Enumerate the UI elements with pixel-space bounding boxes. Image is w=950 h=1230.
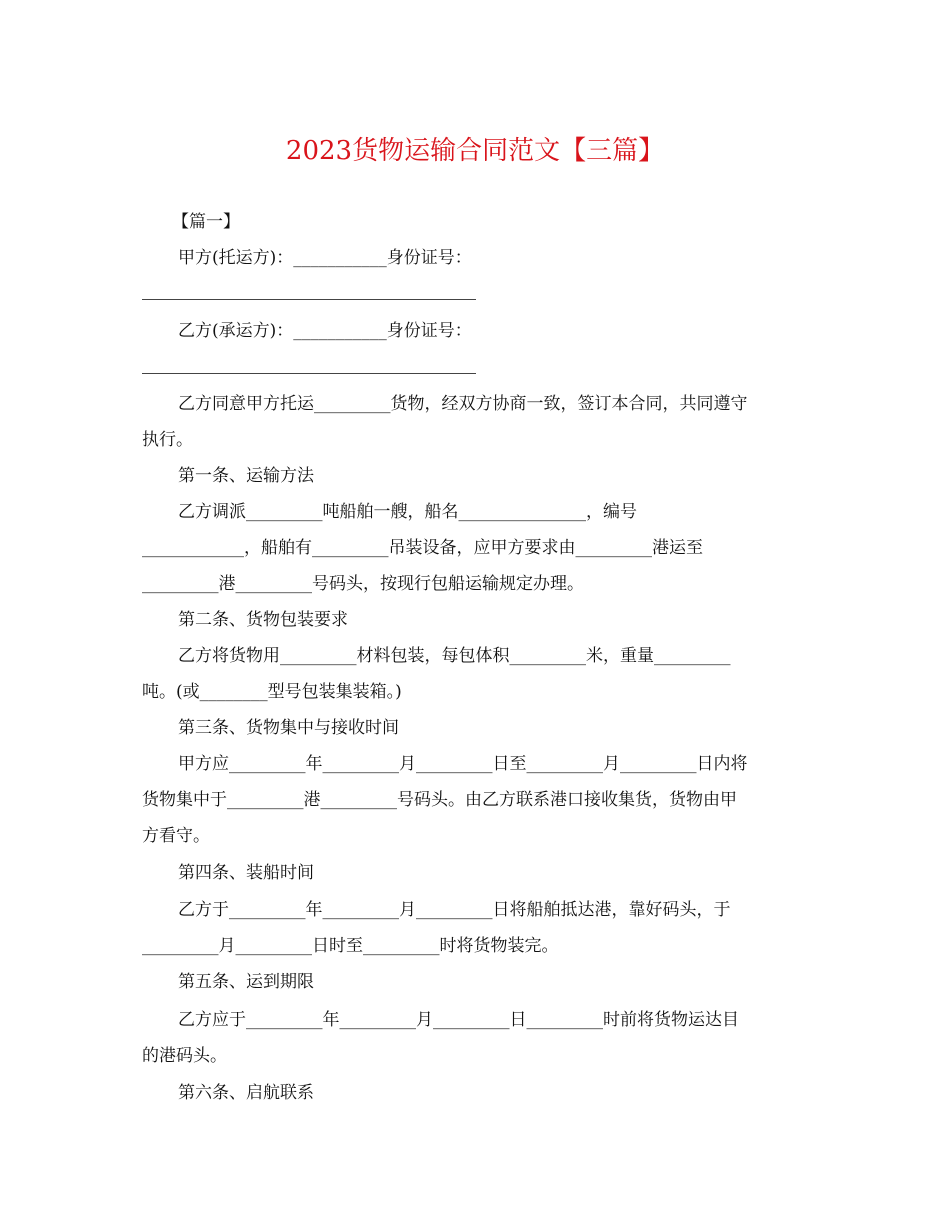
party-b-line: 乙方(承运方)：___________身份证号： [178, 321, 472, 341]
article-2-line-1: 乙方将货物用_________材料包装，每包体积_________米，重量_________ [178, 646, 731, 666]
article-3-line-3: 方看守。 [142, 826, 210, 846]
article-4-line-2: _________月_________日时至_________时将货物装完。 [142, 936, 559, 956]
article-1-line-3: _________港_________号码头，按现行包船运输规定办理。 [142, 574, 584, 594]
document-title: 2023货物运输合同范文【三篇】 [285, 136, 665, 166]
article-3-heading: 第三条、货物集中与接收时间 [178, 718, 399, 738]
article-5-line-1: 乙方应于_________年_________月_________日_________时前将货物运达目 [178, 1010, 739, 1030]
section-label: 【篇一】 [172, 212, 240, 232]
article-3-line-1: 甲方应_________年_________月_________日至_________月_________日内将 [178, 754, 748, 774]
article-6-heading: 第六条、启航联系 [178, 1083, 314, 1103]
article-2-heading: 第二条、货物包装要求 [178, 610, 348, 630]
agreement-line-2: 执行。 [142, 430, 193, 450]
article-4-line-1: 乙方于_________年_________月_________日将船舶抵达港，靠好码头，于 [178, 900, 731, 920]
party-a-line: 甲方(托运方)：___________身份证号： [178, 248, 472, 268]
article-5-line-2: 的港码头。 [142, 1046, 227, 1066]
party-b-id-blank-line [142, 373, 476, 374]
party-a-id-blank-line [142, 299, 476, 300]
article-5-heading: 第五条、运到期限 [178, 972, 314, 992]
article-1-heading: 第一条、运输方法 [178, 466, 314, 486]
article-1-line-1: 乙方调派_________吨船舶一艘，船名_______________，编号 [178, 502, 637, 522]
article-3-line-2: 货物集中于_________港_________号码头。由乙方联系港口接收集货，货物由甲 [142, 790, 737, 810]
article-1-line-2: ____________，船舶有_________吊装设备，应甲方要求由_________港运至 [142, 538, 703, 558]
article-4-heading: 第四条、装船时间 [178, 863, 314, 883]
article-2-line-2: 吨。(或________型号包装集装箱。) [142, 682, 402, 702]
agreement-line-1: 乙方同意甲方托运_________货物，经双方协商一致，签订本合同，共同遵守 [178, 394, 748, 414]
